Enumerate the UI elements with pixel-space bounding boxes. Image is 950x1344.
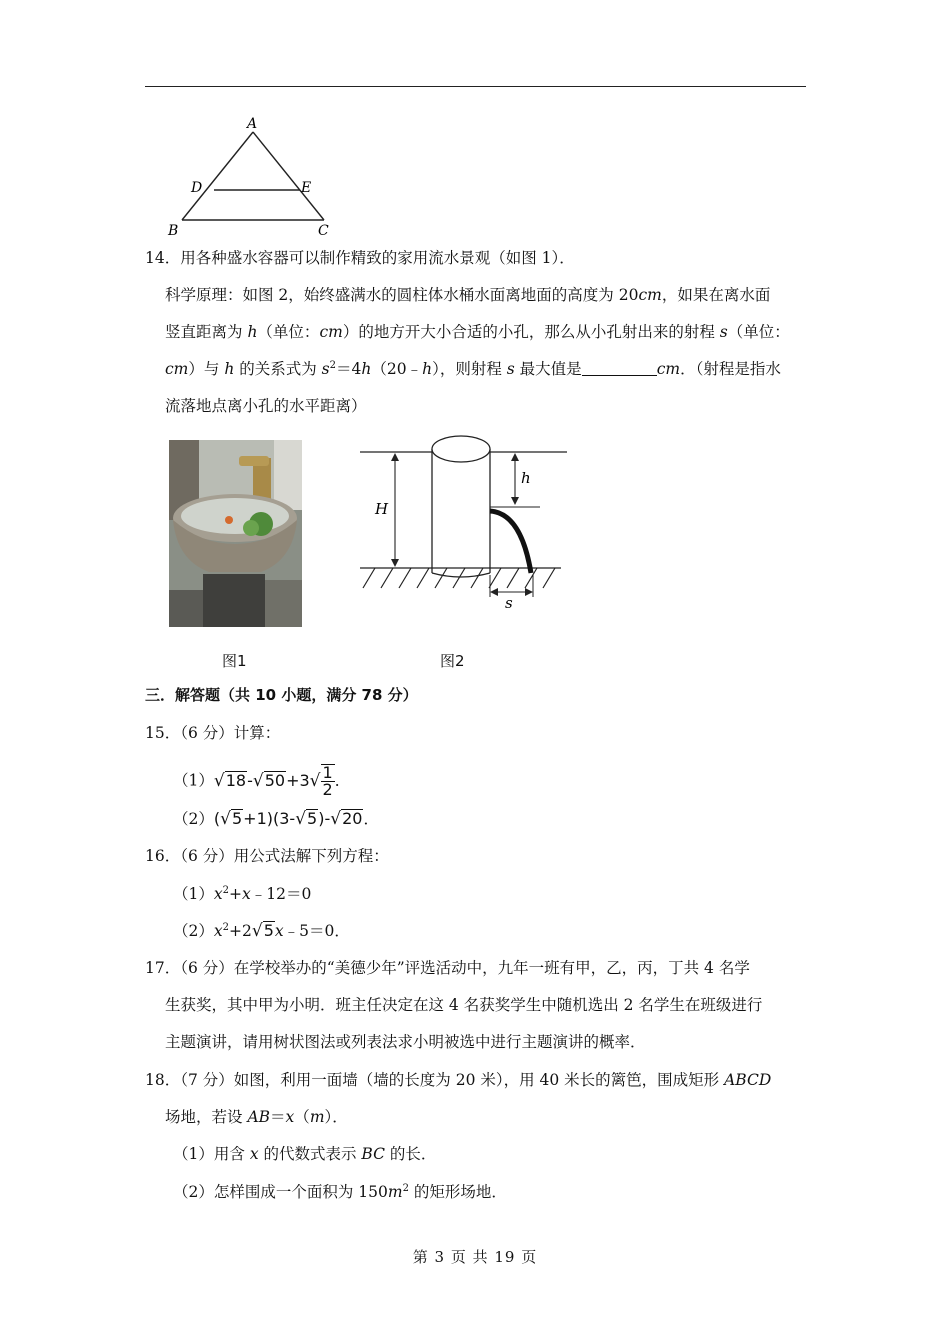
triangle-figure: [160, 110, 340, 240]
answer-blank: [582, 361, 657, 376]
q18-part2: （2）怎样围成一个面积为 $150m^2$ 的矩形场地．: [173, 1183, 507, 1201]
q15-prompt: 15．（6 分）计算：: [145, 724, 281, 742]
q16-prompt: 16．（6 分）用公式法解下列方程：: [145, 847, 389, 865]
fig2-caption: 图2: [440, 652, 465, 670]
q14-line1: 科学原理：如图 2，始终盛满水的圆柱体水桶水面离地面的高度为 20cm，如果在离水面: [165, 286, 771, 304]
label-E: E: [301, 180, 312, 196]
q18-part1: （1）用含 x 的代数式表示 BC 的长．: [173, 1145, 437, 1163]
label-s: s: [505, 594, 513, 612]
q16-part2: $(2)x^2+2√5x﹣5=0$．: [173, 921, 350, 941]
label-A: A: [247, 116, 258, 132]
q15-part1: （1）√18-√50+3√ $\frac{1}{2}$ ．: [173, 763, 351, 799]
label-C: C: [318, 223, 329, 239]
label-D: D: [191, 180, 203, 196]
fig1-caption: 图1: [222, 652, 247, 670]
page-footer: 第 3 页 共 19 页: [412, 1248, 538, 1266]
section-heading: 三．解答题（共 10 小题，满分 78 分）: [145, 686, 418, 704]
label-h: h: [521, 469, 531, 487]
cylinder-diagram: [355, 425, 575, 620]
q14-intro: 14．用各种盛水容器可以制作精致的家用流水景观（如图 1）．: [145, 249, 575, 267]
fountain-photo: [169, 440, 302, 627]
q14-line3: cm）与 h 的关系式为 $s^2=4h(20﹣h)$，则射程 s 最大值是 cm．（射程是指水: [165, 360, 781, 378]
q14-line2: 竖直距离为 h（单位：cm）的地方开大小合适的小孔，那么从小孔射出来的射程 s（单位：: [165, 323, 790, 341]
q18-line1: 18．（7 分）如图，利用一面墙（墙的长度为 20 米），用 40 米长的篱笆，围成矩形 ABCD: [145, 1071, 772, 1089]
label-H: H: [375, 500, 389, 518]
label-B: B: [168, 223, 179, 239]
q17-line3: 主题演讲，请用树状图法或列表法求小明被选中进行主题演讲的概率．: [165, 1033, 646, 1051]
q18-line2: 场地，若设 AB＝x（m）．: [165, 1108, 348, 1126]
q15-part2: （2）(√5+1)(3-√5)-√20．: [173, 809, 379, 829]
q14-line4: 流落地点离小孔的水平距离）: [165, 397, 367, 415]
q17-line2: 生获奖，其中甲为小明．班主任决定在这 4 名获奖学生中随机选出 2 名学生在班级进行: [165, 996, 763, 1014]
q17-line1: 17．（6 分）在学校举办的“美德少年”评选活动中，九年一班有甲，乙，丙，丁共 4 名学: [145, 959, 750, 977]
header-rule: [145, 86, 806, 87]
q16-part1: $(1)x^2+x﹣12=0$: [173, 885, 312, 903]
